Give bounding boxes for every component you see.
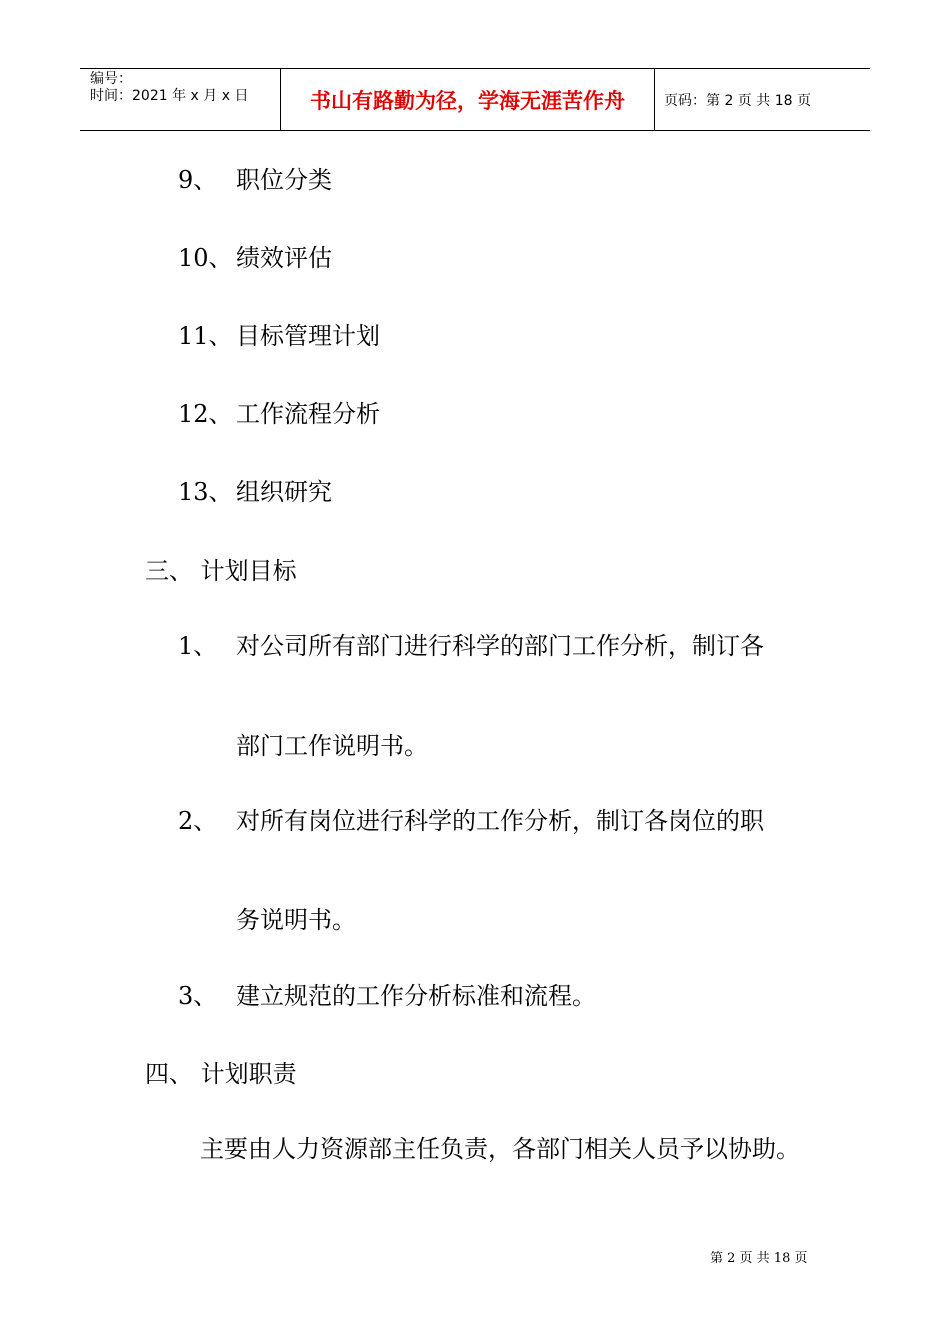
goal-item [178,806,764,836]
goal-item-continuation: 务说明书。 [236,906,356,934]
list-item [178,477,332,507]
list-item-number: 13、 [178,478,233,506]
section-body: 主要由人力资源部主任负责，各部门相关人员予以协助。 [200,1135,800,1163]
goal-item-continuation: 部门工作说明书。 [236,732,428,760]
list-item [178,321,380,351]
goal-item-text: 对公司所有部门进行科学的部门工作分析，制订各 [236,632,764,660]
goal-item-number: 1、 [178,632,218,660]
list-item-text: 目标管理计划 [236,322,380,350]
list-item-text: 组织研究 [236,478,332,506]
page-footer: 第 2 页 共 18 页 [710,1251,808,1266]
page-header [80,68,870,131]
list-item [178,399,380,429]
list-item [178,165,332,195]
goal-item-text: 建立规范的工作分析标准和流程。 [236,982,596,1010]
time-label: 时间：2021 年 x 月 x 日 [90,88,249,104]
list-item-number: 12、 [178,400,233,428]
list-item [178,243,332,273]
list-item-text: 绩效评估 [236,244,332,272]
list-item-text: 职位分类 [236,166,332,194]
header-motto: 书山有路勤为径，学海无涯苦作舟 [281,69,655,130]
section-heading: 四、 计划职责 [145,1060,297,1088]
goal-item [178,631,764,661]
header-meta [80,69,281,130]
goal-item [178,981,596,1011]
header-page-info: 页码：第 2 页 共 18 页 [664,92,811,109]
goal-item-text: 对所有岗位进行科学的工作分析，制订各岗位的职 [236,807,764,835]
list-item-number: 10、 [178,244,233,272]
number-label: 编号： [90,71,132,87]
goal-item-number: 2、 [178,807,218,835]
goal-item-number: 3、 [178,982,218,1010]
section-heading: 三、 计划目标 [145,557,297,585]
list-item-number: 11、 [178,322,233,350]
list-item-text: 工作流程分析 [236,400,380,428]
list-item-number: 9、 [178,166,218,194]
